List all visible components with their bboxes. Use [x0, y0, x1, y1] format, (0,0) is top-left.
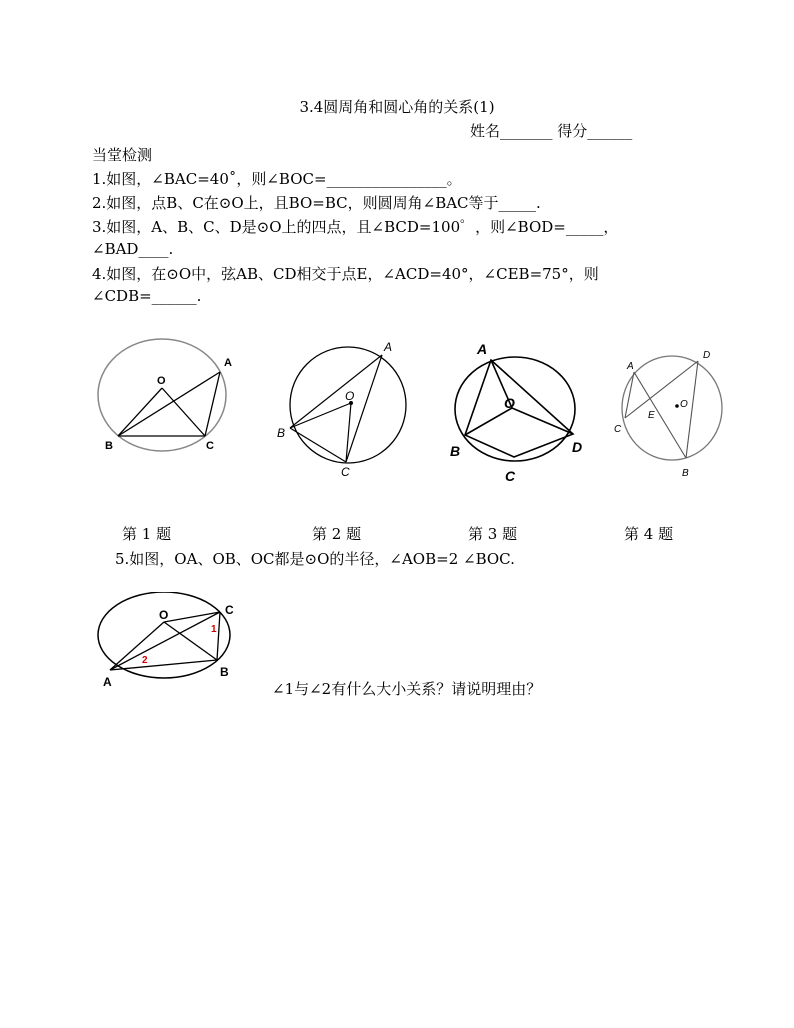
fig2-label-b: B — [277, 426, 286, 440]
fig4-label-o: O — [680, 399, 688, 410]
fig3-label-c: C — [505, 468, 516, 484]
question-4: 4.如图，在⊙O中，弦AB、CD相交于点E，∠ACD=40°，∠CEB=75°，则 — [92, 265, 599, 283]
figure-1 — [90, 330, 240, 460]
fig1-label-c: C — [206, 440, 214, 452]
fig3-label-o: O — [504, 395, 515, 411]
question-4-cont: ∠CDB=______. — [92, 287, 202, 305]
fig2-label-a: A — [384, 340, 393, 354]
caption-figure-4: 第 4 题 — [624, 525, 674, 543]
fig4-label-c: C — [614, 424, 622, 435]
fig1-label-b: B — [105, 440, 113, 452]
fig3-label-a: A — [477, 341, 488, 357]
figure-2 — [272, 335, 417, 480]
question-2: 2.如图，点B、C在⊙O上，且BO=BC，则圆周角∠BAC等于_____. — [92, 194, 541, 212]
caption-figure-2: 第 2 题 — [312, 525, 362, 543]
fig4-label-e: E — [648, 410, 655, 421]
figure-3 — [445, 336, 595, 486]
question-3-cont: ∠BAD____. — [92, 240, 174, 258]
figure-5 — [92, 592, 252, 692]
fig4-label-d: D — [703, 350, 711, 361]
section-heading: 当堂检测 — [92, 146, 153, 164]
fig5-label-o: O — [159, 608, 169, 622]
caption-figure-3: 第 3 题 — [468, 525, 518, 543]
question-5-ask: ∠1与∠2有什么大小关系？请说明理由？ — [272, 680, 542, 698]
fig4-label-a: A — [627, 361, 634, 372]
fig2-label-c: C — [341, 465, 350, 479]
fig5-angle-2: 2 — [142, 655, 148, 666]
fig3-label-d: D — [572, 439, 583, 455]
fig1-label-a: A — [224, 357, 232, 369]
fig1-label-o: O — [157, 375, 166, 387]
caption-figure-1: 第 1 题 — [122, 525, 172, 543]
figure-4 — [610, 342, 730, 482]
fig5-label-a: A — [103, 675, 112, 689]
fig4-label-b: B — [682, 468, 689, 479]
fig5-label-b: B — [220, 665, 229, 679]
page-title: 3.4圆周角和圆心角的关系(1) — [299, 98, 495, 116]
question-5: 5.如图，OA、OB、OC都是⊙O的半径，∠AOB=2 ∠BOC. — [115, 550, 515, 568]
question-3: 3.如图，A、B、C、D是⊙O上的四点，且∠BCD=100゜，则∠BOD=_____， — [92, 218, 619, 236]
name-score-line: 姓名_______ 得分______ — [470, 122, 633, 140]
fig3-label-b: B — [450, 443, 461, 459]
question-1: 1.如图，∠BAC=40˚，则∠BOC=________________。 — [92, 170, 462, 188]
fig5-label-c: C — [225, 603, 234, 617]
fig2-label-o: O — [345, 389, 355, 403]
fig5-angle-1: 1 — [211, 624, 217, 635]
